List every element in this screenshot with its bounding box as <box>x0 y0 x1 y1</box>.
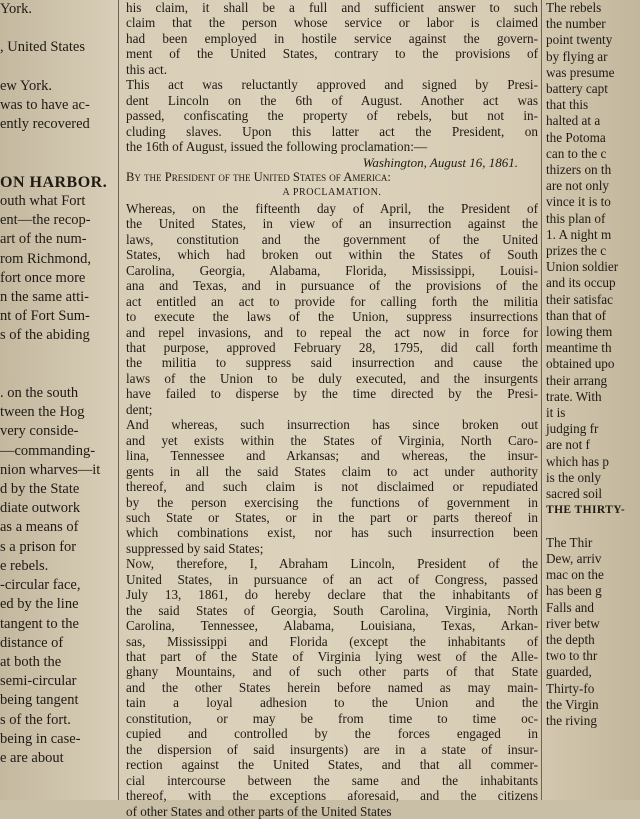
text-line: the dispersion of said insurgents) are in a state of insur- <box>126 741 538 757</box>
text-line: point twenty <box>546 32 613 48</box>
text-line <box>0 365 110 384</box>
text-line: passed, confiscating the property of rebels, but not in- <box>126 108 538 124</box>
text-line: sacred soil <box>546 486 603 502</box>
text-line: Dew, arriv <box>546 550 602 566</box>
text-line: The rebels <box>546 0 602 15</box>
proclamation-byline: By the President of the United States of America: <box>126 169 391 184</box>
text-line: meantime th <box>546 340 612 356</box>
text-line: is the only <box>546 469 601 485</box>
proclamation-heading: A PROCLAMATION. <box>282 187 382 199</box>
column-rule-right <box>541 0 542 800</box>
text-line: being tangent <box>0 692 79 709</box>
text-line: July 13, 1861, do hereby declare that the inhabitants of <box>126 587 538 603</box>
text-line: dent Lincoln on the 6th of August. Another act was <box>126 92 538 108</box>
text-line: tain a loyal adhesion to the Union and the <box>126 695 538 711</box>
text-line: cupied and controlled by the forces engaged in <box>126 726 538 742</box>
text-line: has been g <box>546 583 602 599</box>
text-line: their arrang <box>546 372 608 388</box>
text-line: ed by the line <box>0 596 79 613</box>
text-line: and repel invasions, and to repeal the act now in force for <box>126 324 538 340</box>
text-line: The Thir <box>546 534 593 550</box>
text-line: ent—the recop- <box>0 212 91 229</box>
text-line: ment of the United States, contrary to the provisions of <box>126 46 538 62</box>
text-line: laws of the Union to be duly executed, and the insurgents <box>126 370 538 386</box>
text-line: trate. With <box>546 388 602 404</box>
text-line: constitution, or may be from time to time oc- <box>126 710 538 726</box>
text-line: e are about <box>0 749 64 766</box>
text-line: And whereas, such insurrection has since broken out <box>126 417 538 433</box>
text-line: as a means of <box>0 519 79 536</box>
text-line: outh what Fort <box>0 193 86 210</box>
text-line: e rebels. <box>0 557 49 574</box>
text-line: the Potoma <box>546 129 606 145</box>
text-line: at both the <box>0 653 62 670</box>
text-line: Union soldier <box>546 259 619 275</box>
right-column-text <box>546 0 640 729</box>
text-line: the Virgin <box>546 696 599 712</box>
text-line: This act was reluctantly approved and signed by Presi- <box>126 77 538 93</box>
text-line: and yet exists within the States of Virginia, North Caro- <box>126 432 538 448</box>
text-line: the depth <box>546 631 595 647</box>
text-line: that this <box>546 97 589 113</box>
text-line: s of the fort. <box>0 711 71 728</box>
text-line: d by the State <box>0 481 80 498</box>
column-rule-left <box>118 0 119 800</box>
text-line: by flying ar <box>546 48 608 64</box>
text-line: was to have ac- <box>0 97 90 114</box>
text-line: act entitled an act to provide for calling forth the militia <box>126 293 538 309</box>
text-line: s of the abiding <box>0 327 90 344</box>
text-line: Whereas, on the fifteenth day of April, the President of <box>126 200 538 216</box>
text-line: battery capt <box>546 81 608 97</box>
text-line: s a prison for <box>0 538 77 555</box>
text-line: that part of the State of Virginia lying west of the Alle- <box>126 649 538 665</box>
text-line: gents in all the said States claim to act under authority <box>126 463 538 479</box>
text-line: ently recovered <box>0 116 90 133</box>
text-line: and the other States herein before named as may main- <box>126 679 538 695</box>
text-line: . on the south <box>0 385 79 402</box>
text-line: , United States <box>0 39 85 56</box>
text-line: 1. A night m <box>546 226 612 242</box>
text-line: of other States and other parts of the United States <box>126 803 392 819</box>
text-line: this act. <box>126 61 168 77</box>
act-approval-paragraph <box>126 77 538 154</box>
left-column-top-text <box>0 0 110 173</box>
act-clause-paragraph <box>126 0 538 77</box>
middle-column <box>126 0 538 819</box>
text-line: rection against the United States, and that all commer- <box>126 757 538 773</box>
text-line: by the person exercising the functions of government in <box>126 494 538 510</box>
text-line: are not f <box>546 437 590 453</box>
text-line: lowing them <box>546 324 613 340</box>
text-line: such State or States, or in the part or parts thereof in <box>126 509 538 525</box>
text-line: can to the c <box>546 145 607 161</box>
text-line: the said States of Georgia, South Carolina, Virginia, North <box>126 602 538 618</box>
text-line: States, which had broken out within the States of South <box>126 247 538 263</box>
text-line: dent; <box>126 401 153 417</box>
whereas-second-paragraph <box>126 417 538 556</box>
text-line: n the same atti- <box>0 289 89 306</box>
text-line: to execute the laws of the Union, suppress insurrections <box>126 309 538 325</box>
text-line: ew York. <box>0 77 52 94</box>
text-line: cluding slaves. Upon this latter act the President, on <box>126 123 538 139</box>
text-line: and its occup <box>546 275 616 291</box>
text-line: mac on the <box>546 567 604 583</box>
text-line: distance of <box>0 634 64 651</box>
text-line <box>546 519 640 535</box>
text-line: was presume <box>546 64 615 80</box>
text-line: suppressed by said States; <box>126 540 264 556</box>
text-line: that purpose, approved February 28, 1795, did call forth <box>126 339 538 355</box>
left-column <box>0 0 110 800</box>
text-line: sas, Mississippi and Florida (except the inhabitants of <box>126 633 538 649</box>
text-line: very conside- <box>0 423 79 440</box>
text-line: nion wharves—it <box>0 461 101 478</box>
text-line: prizes the c <box>546 243 607 259</box>
text-line <box>0 154 110 173</box>
text-line: guarded, <box>546 664 592 680</box>
text-line: Now, therefore, I, Abraham Lincoln, President of the <box>126 556 538 572</box>
text-line: it is <box>546 405 566 421</box>
text-line <box>0 346 110 365</box>
text-line: halted at a <box>546 113 601 129</box>
text-line: than that of <box>546 307 607 323</box>
text-line: tangent to the <box>0 615 79 632</box>
text-line: fort once more <box>0 269 86 286</box>
text-line: this plan of <box>546 210 606 226</box>
text-line: -circular face, <box>0 577 81 594</box>
text-line: the 16th of August, issued the following proclamation:— <box>126 139 428 155</box>
text-line: semi-circular <box>0 673 77 690</box>
whereas-first-paragraph <box>126 201 538 417</box>
text-line: vince it is to <box>546 194 611 210</box>
text-line: United States, in pursuance of an act of Congress, passed <box>126 571 538 587</box>
right-column <box>546 0 640 800</box>
text-line: the militia to suppress said insurrection and cause the <box>126 355 538 371</box>
text-line: his claim, it shall be a full and sufficient answer to such <box>126 0 538 15</box>
headline-harbor: ON HARBOR. <box>0 173 108 191</box>
text-line: art of the num- <box>0 231 87 248</box>
text-line: the United States, in view of an insurrection against the <box>126 216 538 232</box>
text-line: thizers on th <box>546 162 612 178</box>
text-line: their satisfac <box>546 291 614 307</box>
text-line: obtained upo <box>546 356 615 372</box>
left-column-body-text <box>0 192 110 768</box>
text-line: claim that the person whose service or labor is claimed <box>126 15 538 31</box>
text-line: Thirty-fo <box>546 680 595 696</box>
text-line: —commanding- <box>0 442 96 459</box>
text-line: nt of Fort Sum- <box>0 308 90 325</box>
text-line <box>0 134 110 153</box>
text-line: thereof, with the exceptions aforesaid, and the citizens <box>126 788 538 804</box>
text-line: THE THIRTY- <box>546 504 626 517</box>
now-therefore-paragraph <box>126 556 538 819</box>
text-line: have failed to disperse by the time directed by the Presi- <box>126 386 538 402</box>
text-line: Carolina, Tennessee, Alabama, Louisiana, Texas, Arkan- <box>126 618 538 634</box>
text-line <box>0 19 110 38</box>
text-line: diate outwork <box>0 500 81 517</box>
text-line: the riving <box>546 712 597 728</box>
text-line: which combinations exist, nor has such insurrection been <box>126 525 538 541</box>
text-line <box>0 58 110 77</box>
proclamation-dateline: Washington, August 16, 1861. <box>362 154 518 170</box>
text-line: York. <box>0 1 32 17</box>
text-line: cial intercourse between the same and the inhabitants <box>126 772 538 788</box>
text-line: judging fr <box>546 421 599 437</box>
text-line: Falls and <box>546 599 594 615</box>
text-line: ana and Texas, and in pursuance of the provisions of the <box>126 278 538 294</box>
text-line: which has p <box>546 453 609 469</box>
text-line: tween the Hog <box>0 404 85 421</box>
text-line: rom Richmond, <box>0 250 92 267</box>
text-line: laws, constitution and the government of the United <box>126 231 538 247</box>
text-line: river betw <box>546 615 600 631</box>
text-line: Carolina, Georgia, Alabama, Florida, Mississippi, Louisi- <box>126 262 538 278</box>
text-line: thereof, and such claim is not disclaimed or repudiated <box>126 479 538 495</box>
text-line: two to thr <box>546 648 598 664</box>
text-line: lina, Tennessee and Arkansas; and whereas, the insur- <box>126 448 538 464</box>
text-line: the number <box>546 16 606 32</box>
text-line: had been employed in hostile service against the govern- <box>126 30 538 46</box>
text-line: being in case- <box>0 730 81 747</box>
text-line: are not only <box>546 178 609 194</box>
text-line: ghany Mountains, and of such other parts of that State <box>126 664 538 680</box>
